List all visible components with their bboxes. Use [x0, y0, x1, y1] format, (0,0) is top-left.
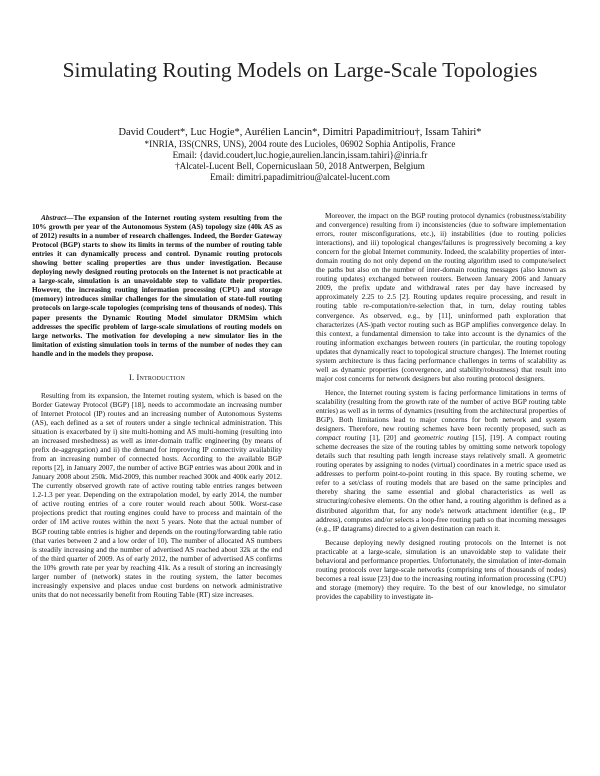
term-geometric-routing: geometric routing	[414, 433, 469, 443]
section-title: Introduction	[136, 372, 186, 382]
left-column	[32, 213, 282, 599]
email-alcatel: Email: dimitri.papadimitriou@alcatel-lucent.com	[210, 172, 390, 182]
author-list: David Coudert*, Luc Hogie*, Aurélien Lancin*, Dimitri Papadimitriou†, Issam Tahiri*	[118, 127, 482, 138]
abstract-text: —The expansion of the Internet routing system resulting from the 10% growth per year of the Autonomous System (AS) topology size (40k AS as of 2012) results in a number of research challenges. Indeed, the Border Gateway Protocol (BGP) starts to show its limits in terms of the number of routing table entries it can dynamically process and control. Dynamic routing protocols showing better scaling properties are thus under investigation. Because deploying newly designed routing protocols on the Internet is not practicable at a large-scale, simulation is an unavoidable step to validate their properties. However, the increasing routing information processing (CPU) and storage (memory) introduces similar challenges for the simulation of state-full routing protocols on large-scale topologies (comprising tens of thousands of nodes). This paper presents the Dynamic Routing Model simulator DRMSim which addresses the specific problem of large-scale simulations of routing models on large networks. The motivation for developing a new simulator lies in the limitation of existing simulation tools in terms of the number of nodes they can handle and in the models they propose.	[32, 213, 282, 358]
section-heading-introduction	[32, 373, 282, 382]
paper-title: Simulating Routing Models on Large-Scale Topologies	[62, 58, 538, 82]
para-text-a: Hence, the Internet routing system is facing performance limitations in terms of scalability (resulting from the growth rate of the number of active BGP routing table entries) as well as in terms of dynamics (resulting from the architectural properties of BGP). Both limitations lead to major concerns for both network and system designers. Therefore, new routing schemes have been recently proposed, such as	[316, 387, 566, 434]
abstract-lead: Abstract	[41, 213, 67, 222]
affiliation-inria: *INRIA, I3S(CNRS, UNS), 2004 route des Lucioles, 06902 Sophia Antipolis, France	[144, 139, 456, 149]
body-paragraph-simulation: Because deploying newly designed routing protocols on the Internet is not practicable at a large-scale, simulation is an unavoidable step to validate their behavioral and performance properties. Unfortunately, the simulation of inter-domain routing protocols over large-scale networks (comprising tens of thousands of nodes) becomes a real issue [23] due to the increasing routing information processing (CPU) and storage (memory) they require. To the best of our knowledge, no simulator provides the capability to investigate in-	[316, 537, 566, 601]
body-paragraph-dynamics: Moreover, the impact on the BGP routing protocol dynamics (robustness/stability and convergence) resulting from i) inconsistencies (due to software implementation errors, router misconfigurations, etc.), ii) instabilities (due to routing policies interactions), and iii) topological changes/failures is progressively becoming a key concern for the global Internet community. Indeed, the scalability properties of inter-domain routing do not only depend on the routing algorithm used to compute/select the paths but also on the number of inter-domain routing messages (also known as routing updates) exchanged between routers. Between January 2006 and January 2009, the prefix update and withdrawal rates per day have increased by approximately 2.25 to 2.5 [2]. Routing updates require processing, and result in routing table re-computation/re-selection that, in turn, delay routing tables convergence. As observed, e.g., by [11], uninformed path exploration that characterizes (AS-)path vector routing such as BGP amplifies convergence delay. In this context, a fundamental dimension to take into account is the dynamics of the routing information exchanges between routers (in particular, the routing topology updates that dynamically react to topological structure changes). The Internet routing system architecture is thus facing performance challenges in terms of scalability as well as dynamic properties (convergence, and stability/robustness) that result into major cost concerns for network designers but also routing protocol designers.	[316, 211, 566, 383]
abstract	[32, 213, 282, 358]
para-text-c: [15], [19]. A compact routing scheme decreases the size of the routing tables by omitting some network topology details such that resulting path length increase stays relatively small. A geometric routing operates by assigning to nodes (virtual) coordinates in a metric space used as addresses to perform point-to-point routing in this space. By routing scheme, we refer to a set/class of routing models that are based on the same principles and thereby sharing the same essential and global characteristics as well as structuring/cohesive elements. On the other hand, a routing algorithm is defined as a distributed algorithm that, for any node's network attachment identifier (e.g., IP address), computes and/or selects a loop-free routing path so that incoming messages (e.g., IP datagrams) directed to a given destination can reach it.	[316, 433, 566, 533]
email-inria: Email: {david.coudert,luc.hogie,aurelien.lancin,issam.tahiri}@inria.fr	[172, 150, 428, 160]
affiliation-alcatel: †Alcatel-Lucent Bell, Copernicuslaan 50, 2018 Antwerpen, Belgium	[175, 161, 425, 171]
intro-paragraph: Resulting from its expansion, the Internet routing system, which is based on the Border Gateway Protocol (BGP) [18], needs to accommodate an increasing number of Internet Protocol (IP) routes and an increasing number of Autonomous Systems (AS), each defined as a set of routers under a single technical administration. This situation is exacerbated by i) site multi-homing and AS multi-homing (resulting into an increased meshedness) as well as inter-domain traffic engineering (by means of prefix de-aggregation) and ii) the demand for improving IP connectivity availability from an increasing number of connected hosts. According to the available BGP reports [2], in January 2007, the number of active BGP entries was about 200k and in January 2008 about 250k. Mid-2009, this number reached 300k and 400k early 2012. The currently observed growth rate of active routing table entries ranges between 1.2-1.3 per year. Depending on the extrapolation model, by early 2014, the number of active routing entries of a core router would reach about 500k. Worst-case projections predict that routing engines could have to process and maintain of the order of 1M active routes within the next 5 years. Note that the actual number of BGP routing table entries is higher and depends on the routing/forwarding table ratio (that varies between 2 and a low order of 10). The number of allocated AS numbers is steadily increasing and the number of advertised AS reached about 32k at the end of the third quarter of 2009. As of early 2012, the number of advertised AS confirms the 10% growth rate per year by reaching 41k. As a result of storing an increasingly larger number of (network) states in the routing system, the latter becomes increasingly expensive and places undue cost burdens on network administrative units that do not necessarily benefit from Routing Table (RT) size increases.	[32, 390, 282, 599]
term-compact-routing: compact routing	[316, 433, 366, 443]
right-column	[316, 211, 566, 601]
section-number: I.	[128, 372, 135, 382]
affiliations	[40, 139, 560, 183]
body-paragraph-routing-schemes	[316, 388, 566, 533]
para-text-b: [1], [20] and	[365, 433, 415, 443]
